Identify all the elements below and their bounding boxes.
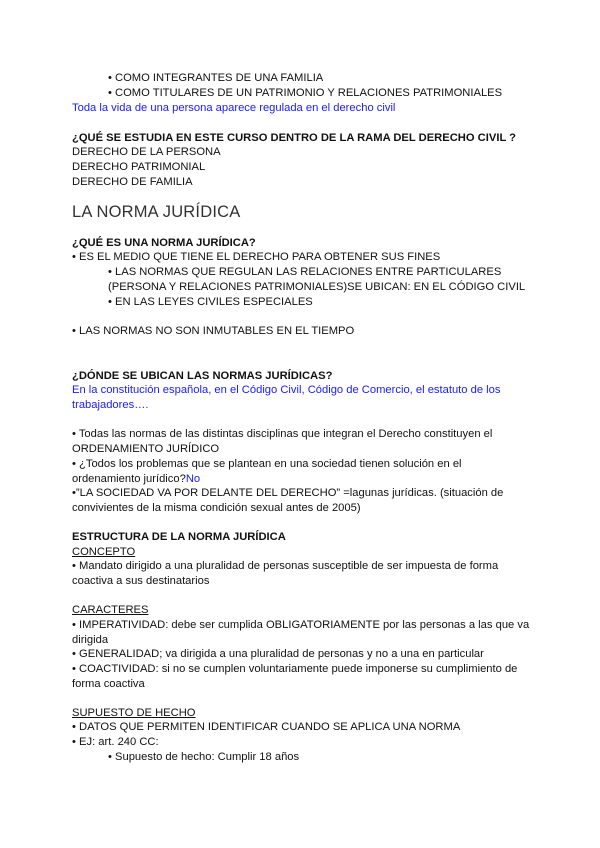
caracteres-item: dirigida [72,634,109,646]
problemas-text [72,472,200,487]
caracteres-item: • IMPERATIVIDAD: debe ser cumplida OBLIGATORIAMENTE por las personas a las que va [72,619,530,631]
problemas-answer: No [185,473,201,485]
caracteres-item: forma coactiva [72,678,145,690]
concepto-label: CONCEPTO [72,546,136,558]
supuesto-item: • DATOS QUE PERMITEN IDENTIFICAR CUANDO SE APLICA UNA NORMA [72,721,461,733]
supuesto-sub: • Supuesto de hecho: Cumplir 18 años [108,751,300,763]
intro-note: Toda la vida de una persona aparece regulada en el derecho civil [72,102,396,114]
norma-bullet: • ES EL MEDIO QUE TIENE EL DERECHO PARA OBTENER SUS FINES [72,251,441,263]
sociedad-text: •”LA SOCIEDAD VA POR DELANTE DEL DERECHO” =lagunas jurídicas. (situación de [72,487,504,499]
question-norma: ¿QUÉ ES UNA NORMA JURÍDICA? [72,237,256,249]
ordenamiento-text: • Todas las normas de las distintas disciplinas que integran el Derecho constituyen el [72,428,493,440]
norma-sub: • EN LAS LEYES CIVILES ESPECIALES [108,296,313,308]
problemas-question: ordenamiento jurídico? [72,473,186,485]
concepto-text: • Mandato dirigido a una pluralidad de personas susceptible de ser impuesta de forma [72,560,499,572]
norma-sub: (PERSONA Y RELACIONES PATRIMONIALES)SE UBICAN: EN EL CÓDIGO CIVIL [108,281,526,293]
norma-mutable: • LAS NORMAS NO SON INMUTABLES EN EL TIEMPO [72,325,355,337]
sociedad-text: convivientes de la misma condición sexual antes de 2005) [72,502,361,514]
concepto-text: coactiva a sus destinatarios [72,575,210,587]
estructura-title: ESTRUCTURA DE LA NORMA JURÍDICA [72,531,286,543]
section-title: LA NORMA JURÍDICA [72,203,241,221]
bullet-patrimonio: • COMO TITULARES DE UN PATRIMONIO Y RELACIONES PATRIMONIALES [108,87,503,99]
course-item: DERECHO DE FAMILIA [72,176,193,188]
question-donde: ¿DÓNDE SE UBICAN LAS NORMAS JURÍDICAS? [72,370,333,382]
norma-sub: • LAS NORMAS QUE REGULAN LAS RELACIONES ENTRE PARTICULARES [108,266,502,278]
donde-answer: En la constitución española, en el Código Civil, Código de Comercio, el estatuto de los [72,384,501,396]
caracteres-label: CARACTERES [72,604,149,616]
course-item: DERECHO DE LA PERSONA [72,146,221,158]
question-course: ¿QUÉ SE ESTUDIA EN ESTE CURSO DENTRO DE LA RAMA DEL DERECHO CIVIL ? [72,132,517,144]
bullet-familia: • COMO INTEGRANTES DE UNA FAMILIA [108,72,324,84]
ordenamiento-text: ORDENAMIENTO JURÍDICO [72,443,220,455]
caracteres-item: • GENERALIDAD; va dirigida a una pluralidad de personas y no a una en particular [72,648,484,660]
supuesto-label: SUPUESTO DE HECHO [72,707,196,719]
caracteres-item: • COACTIVIDAD: si no se cumplen voluntariamente puede imponerse su cumplimiento de [72,663,518,675]
course-item: DERECHO PATRIMONIAL [72,161,206,173]
problemas-text: • ¿Todos los problemas que se plantean en una sociedad tienen solución en el [72,458,462,470]
supuesto-item: • EJ: art. 240 CC: [72,736,159,748]
donde-answer: trabajadores…. [72,399,149,411]
